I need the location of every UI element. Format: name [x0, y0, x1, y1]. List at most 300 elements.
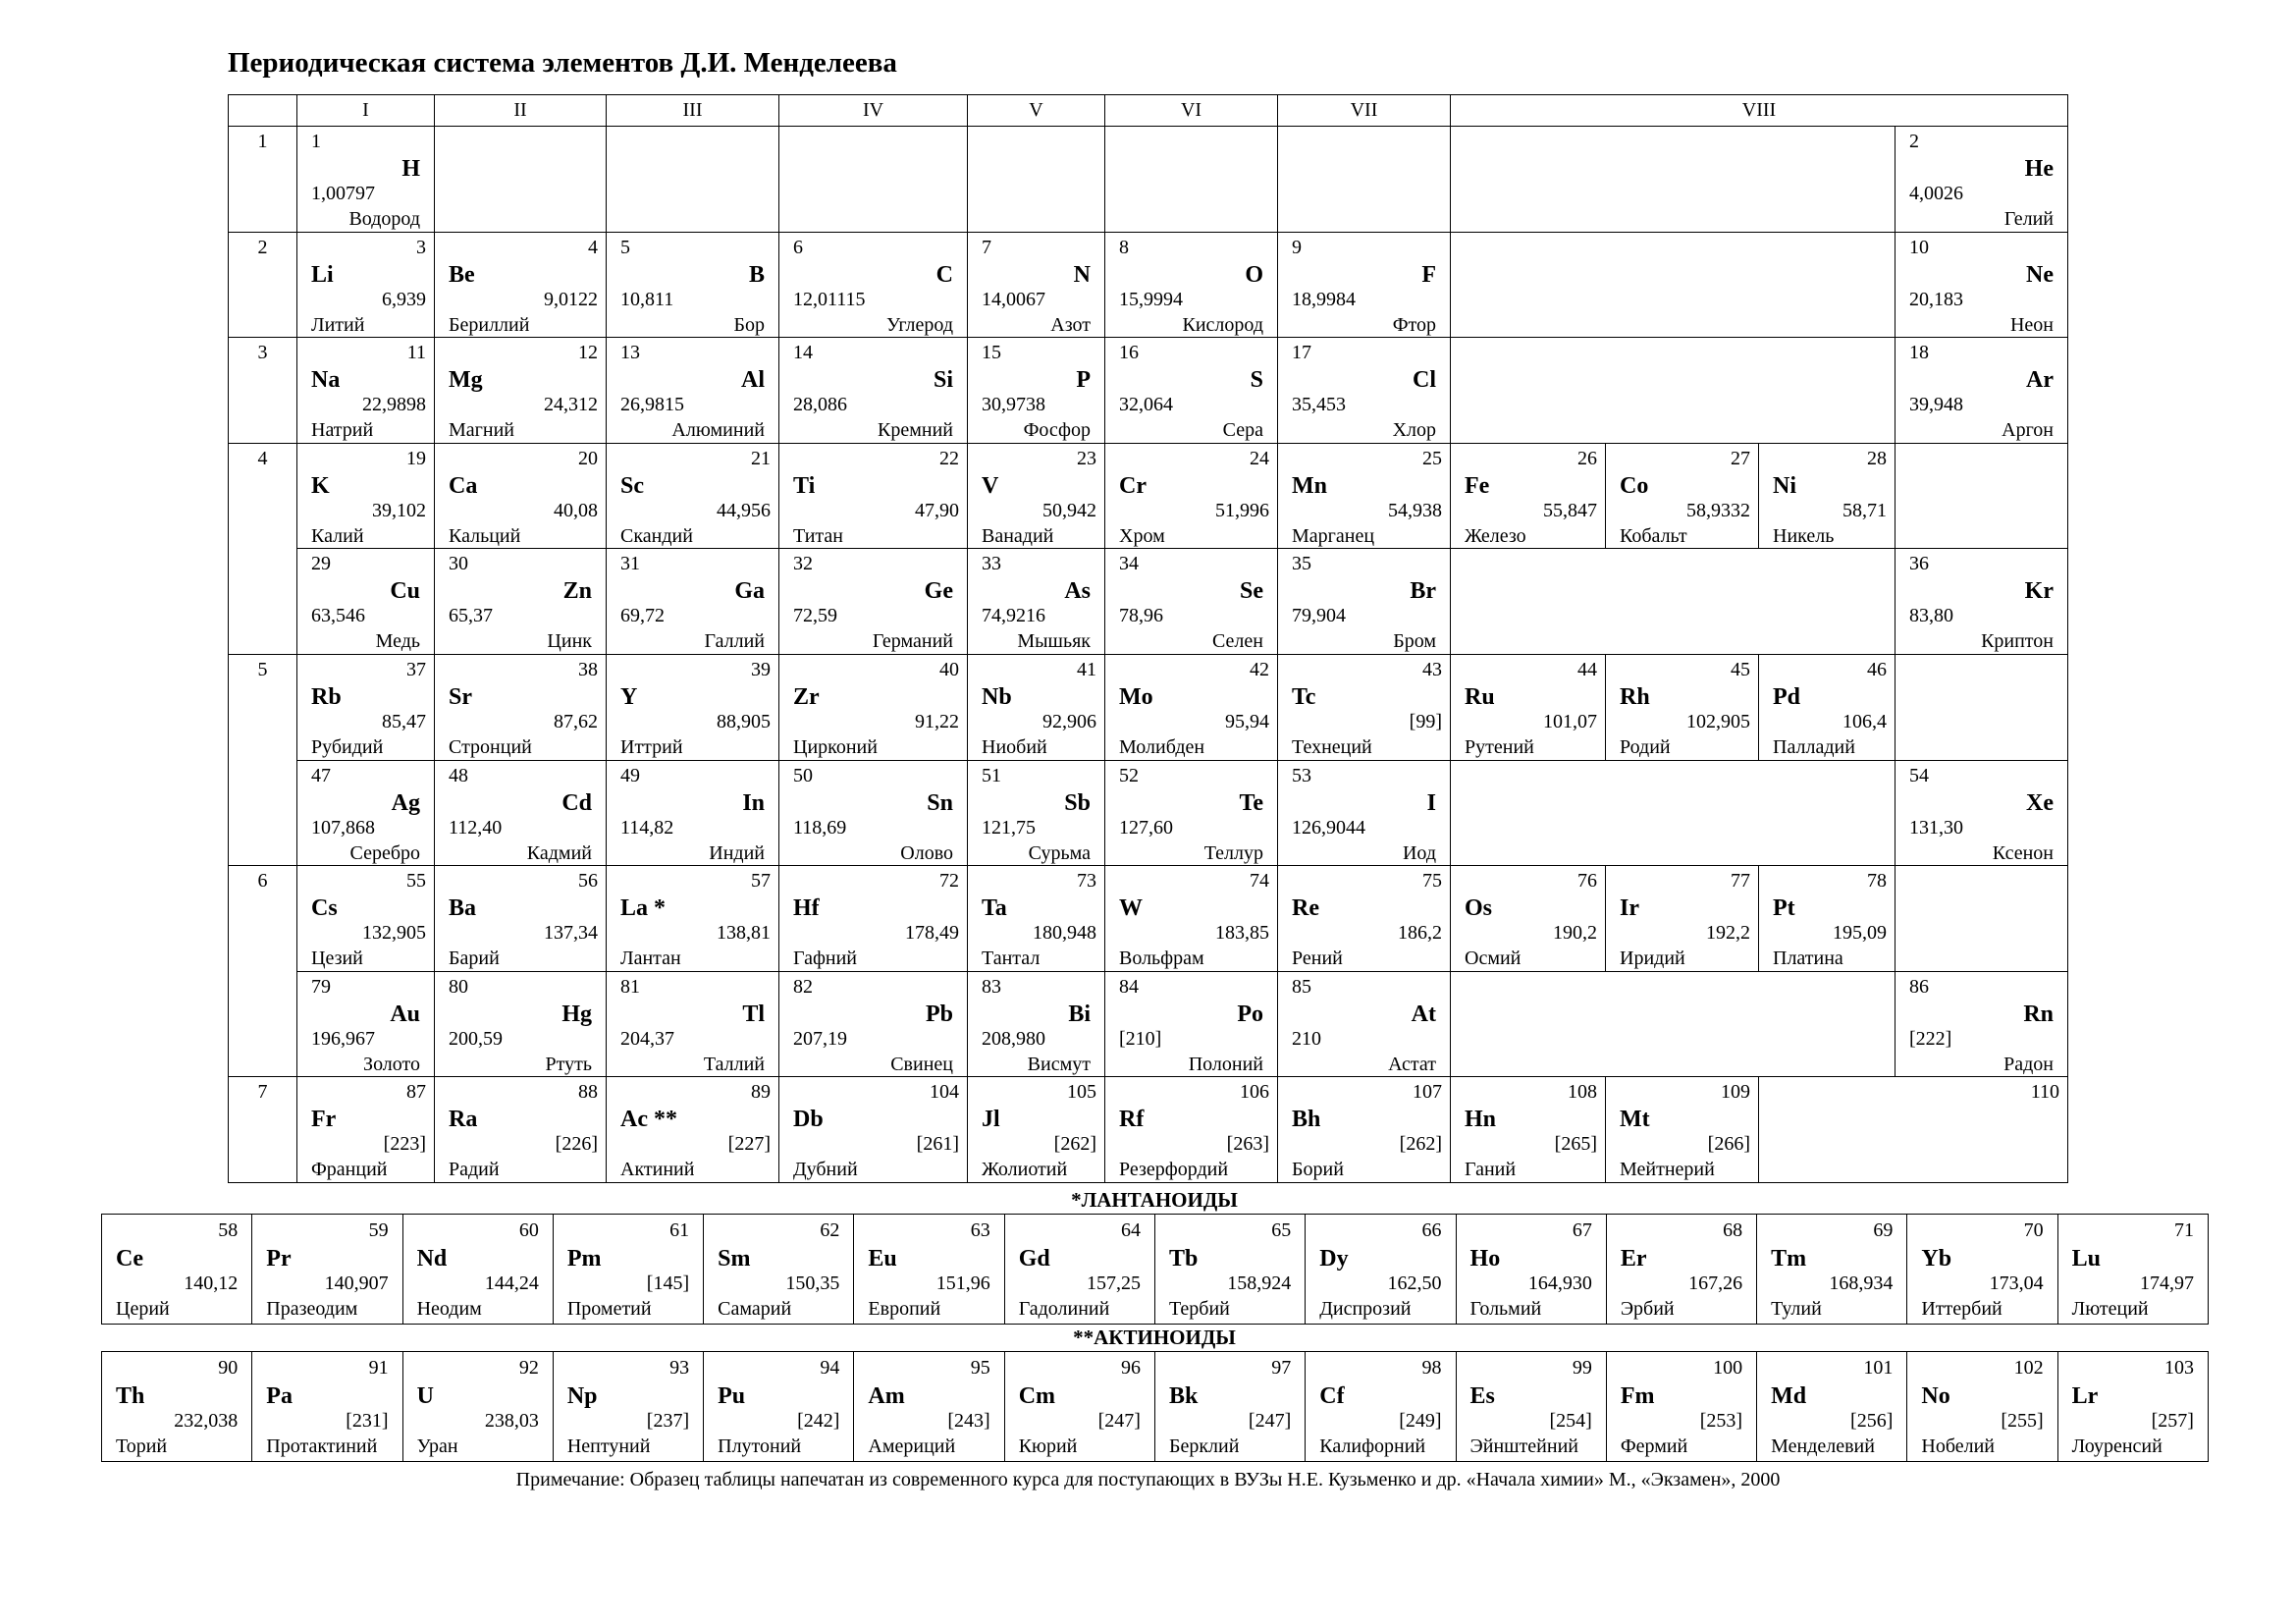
element-symbol: No — [1921, 1383, 1950, 1409]
table-row — [229, 654, 2068, 760]
atomic-mass: [210] — [1119, 1027, 1162, 1050]
element-cell-content — [779, 233, 967, 338]
element-cell — [968, 654, 1105, 760]
atomic-number: 80 — [449, 975, 468, 998]
atomic-number: 70 — [2023, 1219, 2044, 1241]
element-cell — [968, 232, 1105, 338]
atomic-mass: 204,37 — [620, 1027, 674, 1050]
element-name: Кадмий — [526, 841, 592, 864]
atomic-mass: 210 — [1292, 1027, 1321, 1050]
element-name: Радий — [449, 1159, 500, 1181]
element-name: Полоний — [1188, 1053, 1263, 1075]
atomic-number: 23 — [1077, 447, 1096, 469]
element-cell-content — [1306, 1352, 1455, 1461]
element-symbol: Ne — [2026, 261, 2054, 288]
element-name: Теллур — [1203, 841, 1263, 864]
element-cell-content — [1607, 1215, 1756, 1324]
element-cell-content — [1451, 1077, 1605, 1182]
atomic-number: 11 — [406, 342, 426, 364]
page-title: Периодическая система элементов Д.И. Менделеева — [228, 47, 897, 79]
atomic-mass: 83,80 — [1909, 605, 1953, 627]
element-name: Гафний — [793, 947, 858, 970]
element-symbol: In — [742, 789, 765, 816]
element-cell-content — [779, 444, 967, 549]
element-cell — [435, 232, 607, 338]
element-name: Ксенон — [1992, 841, 2054, 864]
element-cell-content — [1759, 1077, 2067, 1182]
element-cell — [435, 866, 607, 972]
element-name: Кремний — [878, 419, 953, 442]
atomic-number: 105 — [1067, 1081, 1096, 1104]
atomic-mass: [256] — [1850, 1410, 1894, 1432]
atomic-mass: 35,453 — [1292, 394, 1346, 416]
element-symbol: Yb — [1921, 1246, 1952, 1272]
atomic-number: 51 — [982, 764, 1001, 786]
atomic-number: 55 — [406, 870, 426, 893]
element-name: Мышьяк — [1017, 630, 1091, 653]
atomic-mass: [145] — [646, 1272, 690, 1294]
group-header: II — [435, 95, 607, 127]
atomic-mass: 138,81 — [717, 922, 771, 945]
element-cell-content — [1105, 655, 1277, 760]
empty-cell — [1105, 127, 1278, 233]
element-symbol: Cm — [1018, 1383, 1056, 1409]
atomic-mass: 173,04 — [1989, 1272, 2044, 1294]
element-cell — [779, 1077, 968, 1183]
atomic-mass: 137,34 — [544, 922, 598, 945]
element-symbol: Te — [1239, 789, 1263, 816]
element-cell — [1306, 1352, 1456, 1462]
empty-cell — [1451, 549, 1896, 655]
atomic-number: 85 — [1292, 975, 1311, 998]
element-name: Фосфор — [1023, 419, 1091, 442]
atomic-mass: 58,71 — [1842, 499, 1887, 521]
element-symbol: Ge — [924, 578, 953, 605]
atomic-number: 68 — [1723, 1219, 1743, 1241]
atomic-number: 8 — [1119, 236, 1129, 258]
atomic-mass: 26,9815 — [620, 394, 684, 416]
atomic-mass: 107,868 — [311, 816, 375, 839]
element-cell — [1004, 1352, 1154, 1462]
element-symbol: Ho — [1469, 1246, 1501, 1272]
element-name: Барий — [449, 947, 500, 970]
atomic-mass: 238,03 — [484, 1410, 539, 1432]
atomic-mass: 15,9994 — [1119, 288, 1183, 310]
atomic-mass: [265] — [1554, 1133, 1597, 1156]
element-name: Индий — [709, 841, 765, 864]
element-cell-content — [554, 1215, 703, 1324]
footnote: Примечание: Образец таблицы напечатан из современного курса для поступающих в ВУЗы Н.Е. Кузьменко и др. «Начала химии» М., «Экзамен», 2000 — [515, 1469, 1781, 1490]
element-symbol: Cs — [311, 895, 338, 922]
element-symbol: Jl — [982, 1107, 1000, 1133]
element-cell — [854, 1215, 1004, 1325]
element-cell — [1105, 760, 1278, 866]
atomic-mass: 88,905 — [717, 710, 771, 732]
atomic-number: 44 — [1577, 658, 1597, 680]
atomic-mass: [261] — [916, 1133, 959, 1156]
group-header: VIII — [1451, 95, 2068, 127]
element-name: Уран — [416, 1435, 458, 1457]
atomic-number: 19 — [406, 447, 426, 469]
element-symbol: Sm — [718, 1246, 751, 1272]
atomic-mass: [253] — [1699, 1410, 1743, 1432]
element-name: Гелий — [2003, 208, 2054, 230]
element-symbol: Th — [116, 1383, 145, 1409]
element-cell — [1105, 338, 1278, 444]
element-cell — [1757, 1352, 1907, 1462]
atomic-number: 106 — [1240, 1081, 1269, 1104]
atomic-mass: 92,906 — [1042, 710, 1096, 732]
atomic-number: 78 — [1867, 870, 1887, 893]
element-name: Иод — [1402, 841, 1436, 864]
atomic-mass: 91,22 — [915, 710, 959, 732]
atomic-mass: 126,9044 — [1292, 816, 1365, 839]
atomic-number: 36 — [1909, 553, 1929, 575]
element-symbol: Bi — [1068, 1001, 1091, 1027]
element-cell-content — [2058, 1352, 2208, 1461]
element-symbol: Hf — [793, 895, 820, 922]
element-symbol: Ni — [1773, 472, 1796, 499]
element-name: Рутений — [1465, 735, 1534, 758]
element-cell — [607, 1077, 779, 1183]
element-cell — [435, 1077, 607, 1183]
element-symbol: Tm — [1771, 1246, 1807, 1272]
element-name: Ванадий — [982, 524, 1054, 547]
atomic-mass: 178,49 — [905, 922, 959, 945]
element-symbol: V — [982, 472, 999, 499]
atomic-mass: 87,62 — [554, 710, 598, 732]
element-cell — [252, 1215, 402, 1325]
element-cell — [435, 549, 607, 655]
atomic-number: 7 — [982, 236, 991, 258]
element-symbol: Dy — [1319, 1246, 1349, 1272]
element-cell — [1451, 443, 1606, 549]
table-row — [229, 971, 2068, 1077]
atomic-number: 45 — [1731, 658, 1750, 680]
element-cell-content — [779, 972, 967, 1077]
element-cell — [1907, 1352, 2057, 1462]
atomic-mass: 232,038 — [174, 1410, 239, 1432]
atomic-mass: 40,08 — [554, 499, 598, 521]
empty-cell — [1451, 232, 1896, 338]
atomic-number: 52 — [1119, 764, 1139, 786]
element-symbol: K — [311, 472, 330, 499]
element-name: Платина — [1773, 947, 1843, 970]
atomic-mass: 85,47 — [382, 710, 426, 732]
atomic-number: 74 — [1250, 870, 1269, 893]
element-name: Марганец — [1292, 524, 1375, 547]
element-cell-content — [779, 338, 967, 443]
element-name: Хром — [1119, 524, 1165, 547]
element-name: Селен — [1211, 630, 1263, 653]
element-cell-content — [704, 1352, 853, 1461]
element-symbol: Pd — [1773, 683, 1801, 710]
atomic-mass: 114,82 — [620, 816, 674, 839]
atomic-number: 77 — [1731, 870, 1750, 893]
element-cell-content — [297, 761, 434, 866]
element-name: Мейтнерий — [1620, 1159, 1715, 1181]
atomic-mass: 144,24 — [484, 1272, 539, 1294]
atomic-mass: 79,904 — [1292, 605, 1346, 627]
element-cell — [1278, 232, 1451, 338]
element-symbol: Be — [449, 261, 475, 288]
element-name: Церий — [116, 1298, 170, 1320]
element-cell — [607, 760, 779, 866]
element-cell-content — [968, 866, 1104, 971]
element-cell — [1105, 866, 1278, 972]
element-cell — [1105, 232, 1278, 338]
element-cell — [2057, 1215, 2208, 1325]
element-symbol: Rb — [311, 683, 342, 710]
element-name: Жолиотий — [982, 1159, 1068, 1181]
element-cell-content — [968, 444, 1104, 549]
empty-cell — [1451, 760, 1896, 866]
element-name: Технеций — [1292, 735, 1372, 758]
element-symbol: Sr — [449, 683, 472, 710]
element-cell-content — [297, 655, 434, 760]
atomic-mass: 4,0026 — [1909, 183, 1963, 204]
atomic-mass: 195,09 — [1833, 922, 1887, 945]
atomic-mass: [99] — [1409, 710, 1442, 732]
element-name: Стронций — [449, 735, 532, 758]
element-name: Тантал — [982, 947, 1041, 970]
element-cell — [402, 1215, 553, 1325]
element-symbol: Ar — [2026, 367, 2054, 394]
element-cell-content — [607, 761, 778, 866]
atomic-number: 26 — [1577, 447, 1597, 469]
element-symbol: Es — [1469, 1383, 1495, 1409]
element-cell-content — [1278, 549, 1450, 654]
atomic-number: 92 — [518, 1357, 539, 1379]
element-symbol: La * — [620, 895, 667, 922]
element-cell — [553, 1215, 703, 1325]
element-symbol: Er — [1620, 1246, 1647, 1272]
period-number: 5 — [229, 654, 297, 865]
atomic-mass: [227] — [727, 1133, 771, 1156]
element-cell — [607, 549, 779, 655]
element-cell-content — [435, 761, 606, 866]
element-symbol: N — [1073, 261, 1091, 288]
element-name: Иттербий — [1921, 1298, 2002, 1320]
atomic-number: 103 — [2163, 1357, 2194, 1379]
element-name: Углерод — [885, 313, 953, 336]
element-cell-content — [1457, 1215, 1606, 1324]
atomic-mass: [263] — [1226, 1133, 1269, 1156]
element-name: Аргон — [2002, 419, 2054, 442]
element-name: Ртуть — [545, 1053, 592, 1075]
element-cell — [252, 1352, 402, 1462]
element-cell — [297, 549, 435, 655]
element-cell-content — [968, 1077, 1104, 1182]
atomic-number: 108 — [1568, 1081, 1597, 1104]
atomic-number: 9 — [1292, 236, 1302, 258]
element-cell-content — [779, 1077, 967, 1182]
element-cell-content — [1896, 549, 2067, 654]
atomic-mass: 50,942 — [1042, 499, 1096, 521]
element-symbol: Pa — [266, 1383, 293, 1409]
atomic-number: 1 — [311, 131, 321, 152]
atomic-mass: 196,967 — [311, 1027, 375, 1050]
element-name: Актиний — [620, 1159, 695, 1181]
element-cell-content — [1607, 1352, 1756, 1461]
atomic-mass: 131,30 — [1909, 816, 1963, 839]
element-symbol: Zr — [793, 683, 820, 710]
element-name: Радон — [2003, 1053, 2054, 1075]
atomic-number: 41 — [1077, 658, 1096, 680]
atomic-number: 86 — [1909, 975, 1929, 998]
element-symbol: Sb — [1064, 789, 1091, 816]
element-symbol: Fm — [1620, 1383, 1655, 1409]
table-row — [229, 549, 2068, 655]
atomic-mass: 164,930 — [1527, 1272, 1592, 1294]
element-name: Таллий — [703, 1053, 765, 1075]
atomic-mass: 162,50 — [1387, 1272, 1442, 1294]
element-symbol: U — [416, 1383, 434, 1409]
element-name: Цирконий — [793, 735, 878, 758]
element-cell — [1759, 866, 1896, 972]
atomic-number: 24 — [1250, 447, 1269, 469]
group-header: I — [297, 95, 435, 127]
atomic-number: 16 — [1119, 342, 1139, 364]
element-symbol: Mt — [1620, 1107, 1650, 1133]
element-symbol: C — [935, 261, 953, 288]
element-symbol: He — [2024, 156, 2054, 182]
element-cell — [1896, 760, 2068, 866]
element-symbol: Cl — [1413, 367, 1436, 394]
atomic-number: 99 — [1572, 1357, 1592, 1379]
atomic-number: 42 — [1250, 658, 1269, 680]
element-name: Лоуренсий — [2071, 1435, 2163, 1457]
atomic-number: 39 — [751, 658, 771, 680]
element-symbol: Ra — [449, 1107, 478, 1133]
element-cell-content — [1105, 338, 1277, 443]
element-symbol: Sn — [927, 789, 953, 816]
element-cell — [779, 654, 968, 760]
element-cell — [1757, 1215, 1907, 1325]
atomic-number: 35 — [1292, 553, 1311, 575]
element-cell-content — [1105, 972, 1277, 1077]
element-cell-content — [607, 233, 778, 338]
element-cell — [1606, 1215, 1756, 1325]
element-cell — [435, 971, 607, 1077]
element-symbol: Po — [1237, 1001, 1263, 1027]
element-symbol: Ce — [116, 1246, 143, 1272]
table-row — [229, 443, 2068, 549]
atomic-mass: 74,9216 — [982, 605, 1045, 627]
element-cell — [1105, 654, 1278, 760]
atomic-mass: [262] — [1399, 1133, 1442, 1156]
element-name: Америций — [868, 1435, 956, 1457]
element-cell-content — [1278, 761, 1450, 866]
element-symbol: S — [1250, 367, 1263, 394]
element-symbol: Rh — [1620, 683, 1650, 710]
element-cell-content — [1155, 1215, 1305, 1324]
element-symbol: O — [1245, 261, 1263, 288]
element-cell-content — [297, 1077, 434, 1182]
element-name: Медь — [375, 630, 420, 653]
element-name: Кобальт — [1620, 524, 1687, 547]
element-cell-content — [435, 549, 606, 654]
atomic-number: 31 — [620, 553, 640, 575]
element-name: Дубний — [793, 1159, 858, 1181]
element-name: Резерфордий — [1119, 1159, 1229, 1181]
element-symbol: Am — [868, 1383, 905, 1409]
atomic-number: 91 — [368, 1357, 389, 1379]
element-name: Тербий — [1168, 1298, 1230, 1320]
element-symbol: Cd — [561, 789, 592, 816]
element-cell — [1606, 1352, 1756, 1462]
atomic-number: 13 — [620, 342, 640, 364]
element-cell-content — [1907, 1352, 2056, 1461]
element-name: Берклий — [1168, 1435, 1240, 1457]
empty-cell — [1896, 866, 2068, 972]
element-name: Цезий — [311, 947, 363, 970]
element-name: Ганий — [1465, 1159, 1517, 1181]
element-cell — [968, 866, 1105, 972]
element-cell — [297, 866, 435, 972]
element-cell — [102, 1215, 252, 1325]
element-symbol: Tb — [1168, 1246, 1199, 1272]
actinides-row — [102, 1352, 2209, 1462]
atomic-number: 30 — [449, 553, 468, 575]
element-cell-content — [435, 655, 606, 760]
element-cell-content — [1606, 444, 1758, 549]
element-cell-content — [1896, 972, 2067, 1077]
group-header: VII — [1278, 95, 1451, 127]
atomic-mass: [237] — [646, 1410, 690, 1432]
atomic-number: 22 — [939, 447, 959, 469]
element-symbol: At — [1411, 1001, 1436, 1027]
element-cell — [1896, 338, 2068, 444]
atomic-mass: [262] — [1053, 1133, 1096, 1156]
atomic-mass: 47,90 — [915, 499, 959, 521]
element-cell — [435, 443, 607, 549]
element-cell — [435, 338, 607, 444]
atomic-mass: [222] — [1909, 1027, 1952, 1050]
element-cell — [1896, 232, 2068, 338]
atomic-number: 97 — [1271, 1357, 1292, 1379]
element-cell-content — [607, 444, 778, 549]
atomic-number: 34 — [1119, 553, 1139, 575]
element-cell-content — [297, 233, 434, 338]
element-cell — [1004, 1215, 1154, 1325]
element-cell-content — [968, 549, 1104, 654]
element-cell — [1606, 654, 1759, 760]
element-cell-content — [1005, 1352, 1154, 1461]
element-name: Кюрий — [1018, 1435, 1078, 1457]
element-cell — [297, 338, 435, 444]
atomic-number: 48 — [449, 764, 468, 786]
element-name: Скандий — [620, 524, 693, 547]
element-cell-content — [607, 866, 778, 971]
element-symbol: Xe — [2026, 789, 2054, 816]
atomic-number: 56 — [578, 870, 598, 893]
atomic-mass: [255] — [2001, 1410, 2044, 1432]
element-symbol: Tc — [1292, 683, 1316, 710]
table-row — [229, 866, 2068, 972]
lanthanides-row — [102, 1215, 2209, 1325]
atomic-mass: 55,847 — [1543, 499, 1597, 521]
element-cell-content — [435, 233, 606, 338]
atomic-mass: 102,905 — [1686, 710, 1750, 732]
element-name: Менделевий — [1771, 1435, 1875, 1457]
atomic-mass: 54,938 — [1388, 499, 1442, 521]
atomic-mass: 186,2 — [1398, 922, 1442, 945]
element-symbol: Db — [793, 1107, 824, 1133]
element-cell — [1278, 549, 1451, 655]
atomic-number: 21 — [751, 447, 771, 469]
element-cell-content — [607, 972, 778, 1077]
